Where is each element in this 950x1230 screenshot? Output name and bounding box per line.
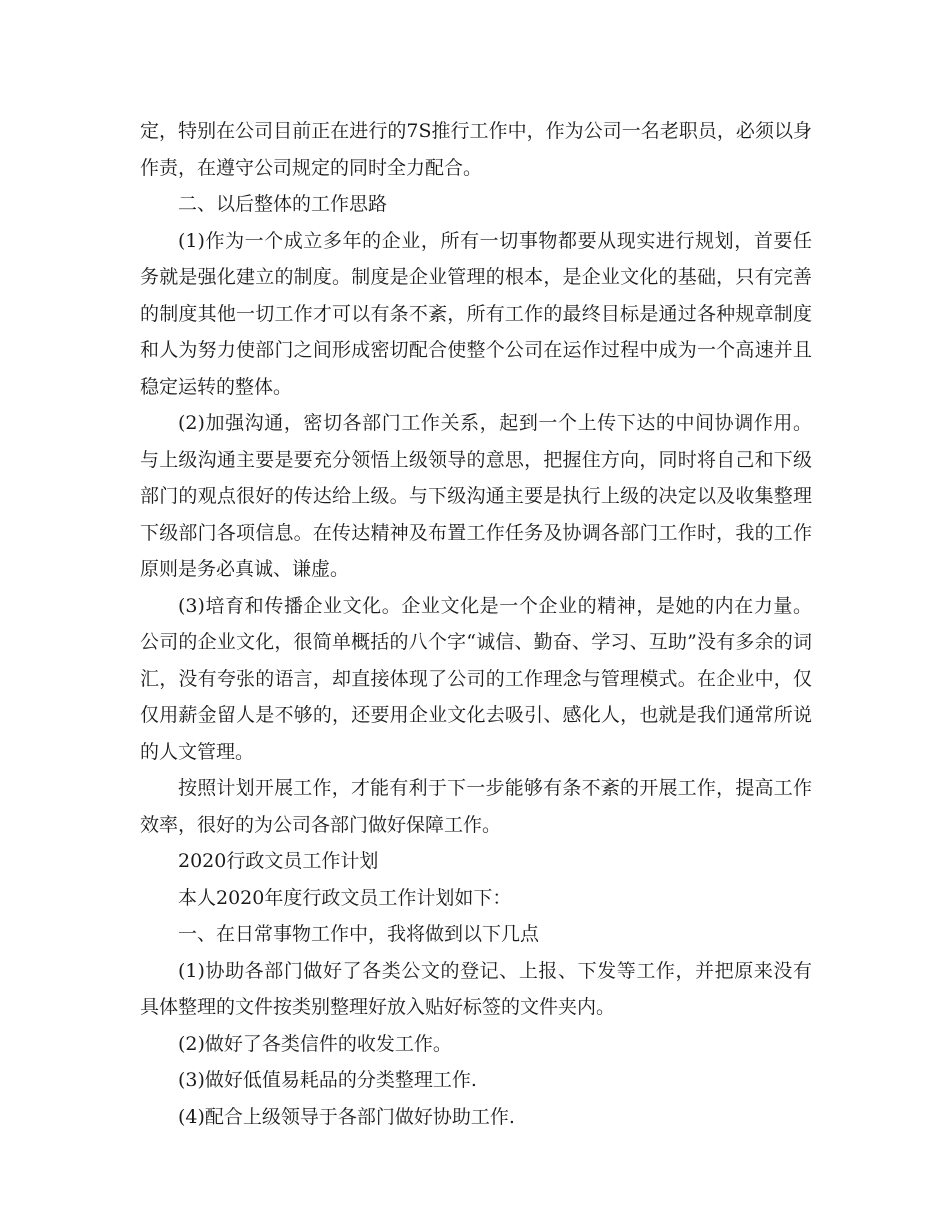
paragraph-item-3: (3)培育和传播企业文化。企业文化是一个企业的精神，是她的内在力量。公司的企业文化，很简单概括的八个字“诚信、勤奋、学习、互助”没有多余的词汇，没有夸张的语言，却直接体现了公司的工作理念与管理模式。在企业中，仅仅用薪金留人是不够的，还要用企业文化去吸引、感化人，也就是我们通常所说的人文管理。 (140, 594, 812, 763)
paragraph-intro: 本人2020年度行政文员工作计划如下： (178, 886, 512, 909)
paragraph-item-1: (1)作为一个成立多年的企业，所有一切事物都要从现实进行规划，首要任务就是强化建立的制度。制度是企业管理的根本，是企业文化的基础，只有完善的制度其他一切工作才可以有条不紊，所有工作的最终目标是通过各种规章制度和人为努力使部门之间形成密切配合使整个公司在运作过程中成为一个高速并且稳定运转的整体。 (140, 229, 812, 398)
document-subtitle: 2020行政文员工作计划 (178, 850, 379, 872)
paragraph-summary: 按照计划开展工作，才能有利于下一步能够有条不紊的开展工作，提高工作效率，很好的为公司各部门做好保障工作。 (140, 777, 812, 836)
document-body (140, 113, 812, 1135)
list-item-3: (3)做好低值易耗品的分类整理工作. (178, 1069, 477, 1091)
list-item-4: (4)配合上级领导于各部门做好协助工作. (178, 1105, 515, 1128)
list-item-2: (2)做好了各类信件的收发工作。 (178, 1032, 452, 1055)
paragraph-item-2: (2)加强沟通，密切各部门工作关系，起到一个上传下达的中间协调作用。与上级沟通主要是要充分领悟上级领导的意思，把握住方向，同时将自己和下级部门的观点很好的传达给上级。与下级沟通主要是执行上级的决定以及收集整理下级部门各项信息。在传达精神及布置工作任务及协调各部门工作时，我的工作原则是务必真诚、谦虚。 (140, 412, 812, 580)
section-heading-daily-work: 一、在日常事物工作中，我将做到以下几点 (178, 923, 540, 945)
section-heading-work-approach: 二、以后整体的工作思路 (178, 193, 388, 215)
list-item-1: (1)协助各部门做好了各类公文的登记、上报、下发等工作，并把原来没有具体整理的文件按类别整理好放入贴好标签的文件夹内。 (140, 959, 812, 1018)
paragraph-continuation: 定，特别在公司目前正在进行的7S推行工作中，作为公司一名老职员，必须以身作责，在遵守公司规定的同时全力配合。 (140, 120, 812, 179)
